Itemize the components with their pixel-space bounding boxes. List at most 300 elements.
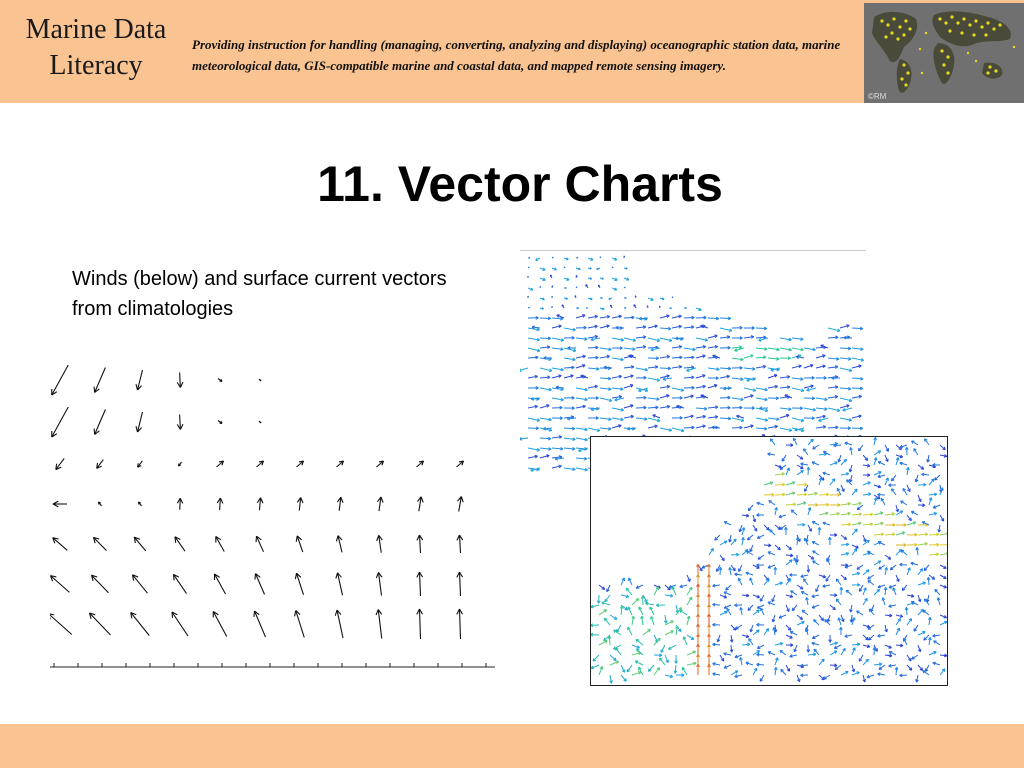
current-vector-arrow xyxy=(735,604,742,607)
current-vector-arrow xyxy=(735,348,744,351)
current-vector-arrow xyxy=(713,584,720,587)
current-vector-arrow xyxy=(914,449,918,455)
current-vector-arrow xyxy=(636,368,648,371)
current-vector-arrow xyxy=(556,386,564,389)
current-vector-arrow xyxy=(896,532,905,535)
current-vector-arrow xyxy=(540,437,551,440)
wind-vector-arrow xyxy=(376,572,382,595)
current-vector-arrow xyxy=(552,398,564,401)
current-vector-arrow xyxy=(528,405,538,408)
current-vector-arrow xyxy=(841,553,849,556)
current-vector-arrow xyxy=(576,257,578,258)
current-vector-arrow xyxy=(929,512,937,515)
current-vector-arrow xyxy=(575,296,576,298)
brand-line-2: Literacy xyxy=(49,50,143,81)
current-vector-arrow xyxy=(885,523,895,526)
current-vector-arrow xyxy=(940,615,947,618)
current-vector-arrow xyxy=(552,317,563,320)
wind-vector-arrow xyxy=(50,614,72,635)
current-vector-arrow xyxy=(868,580,874,585)
world-map-image xyxy=(864,3,1024,103)
current-vector-arrow xyxy=(687,575,690,582)
current-vector-arrow xyxy=(612,358,623,361)
current-vector-arrow xyxy=(828,357,839,360)
current-vector-arrow xyxy=(643,629,650,635)
current-vector-arrow xyxy=(900,674,907,677)
current-vector-arrow xyxy=(819,675,824,680)
current-vector-arrow xyxy=(528,356,538,359)
current-vector-arrow xyxy=(648,357,659,360)
current-vector-arrow xyxy=(676,626,679,635)
current-vector-arrow xyxy=(687,635,694,640)
current-vector-arrow xyxy=(816,376,826,379)
wind-vector-arrow xyxy=(216,537,225,552)
current-vector-arrow xyxy=(885,614,892,617)
current-vector-arrow xyxy=(807,388,816,391)
current-vector-arrow xyxy=(747,535,753,540)
current-vector-arrow xyxy=(632,599,639,605)
current-vector-arrow xyxy=(792,378,803,381)
current-vector-arrow xyxy=(742,528,745,535)
current-vector-arrow xyxy=(744,336,754,339)
gulf-current-plot xyxy=(591,437,947,685)
current-vector-arrow xyxy=(874,533,884,536)
current-vector-arrow xyxy=(576,457,587,460)
current-vector-arrow xyxy=(849,475,852,482)
current-vector-arrow xyxy=(828,426,838,429)
current-vector-arrow xyxy=(724,592,731,595)
current-vector-arrow xyxy=(889,585,896,588)
current-vector-arrow xyxy=(624,384,633,388)
current-vector-arrow xyxy=(564,358,575,361)
current-vector-arrow xyxy=(753,668,757,675)
current-vector-arrow xyxy=(696,345,706,348)
current-vector-arrow xyxy=(768,418,779,421)
current-vector-arrow xyxy=(808,439,813,445)
current-vector-arrow xyxy=(828,328,840,332)
current-vector-arrow xyxy=(697,575,700,585)
current-vector-arrow xyxy=(819,478,822,485)
current-vector-arrow xyxy=(816,415,826,418)
current-vector-arrow xyxy=(759,338,768,341)
current-vector-arrow xyxy=(841,473,849,476)
current-vector-arrow xyxy=(632,645,640,648)
current-vector-arrow xyxy=(739,565,742,572)
current-vector-arrow xyxy=(768,357,779,360)
current-vector-arrow xyxy=(775,642,783,645)
current-vector-arrow xyxy=(874,451,881,455)
current-vector-arrow xyxy=(874,561,881,565)
current-vector-arrow xyxy=(792,388,804,392)
current-vector-arrow xyxy=(852,358,864,361)
wind-vector-chart xyxy=(50,358,495,670)
current-vector-arrow xyxy=(723,387,732,390)
current-vector-arrow xyxy=(708,345,718,348)
current-vector-arrow xyxy=(708,335,717,338)
current-vector-arrow xyxy=(612,375,622,378)
current-vector-arrow xyxy=(885,555,891,559)
current-vector-arrow xyxy=(672,325,682,328)
current-vector-arrow xyxy=(564,278,569,280)
current-vector-arrow xyxy=(792,365,801,368)
current-vector-arrow xyxy=(780,348,792,351)
current-vector-arrow xyxy=(940,552,947,555)
current-vector-arrow xyxy=(772,615,775,622)
current-vector-arrow xyxy=(600,315,610,318)
current-vector-arrow xyxy=(907,619,912,625)
current-vector-arrow xyxy=(900,563,907,566)
current-vector-arrow xyxy=(562,305,564,308)
current-vector-arrow xyxy=(840,368,852,372)
current-vector-arrow xyxy=(576,468,588,471)
current-vector-arrow xyxy=(651,616,654,625)
current-vector-arrow xyxy=(576,268,580,270)
current-vector-arrow xyxy=(912,655,918,659)
current-vector-arrow xyxy=(814,620,819,625)
wind-vector-arrow xyxy=(259,379,261,381)
current-vector-arrow xyxy=(792,407,803,410)
current-vector-arrow xyxy=(552,306,553,308)
current-vector-arrow xyxy=(684,376,694,379)
current-vector-arrow xyxy=(863,474,870,477)
current-vector-arrow xyxy=(928,617,931,625)
current-vector-arrow xyxy=(764,579,769,585)
current-vector-arrow xyxy=(564,267,565,268)
current-vector-arrow xyxy=(905,447,908,455)
current-vector-arrow xyxy=(568,346,576,349)
current-vector-arrow xyxy=(918,533,928,536)
current-vector-arrow xyxy=(841,543,849,546)
current-vector-arrow xyxy=(727,608,731,615)
current-vector-arrow xyxy=(940,585,947,588)
current-vector-arrow xyxy=(838,455,841,462)
current-vector-arrow xyxy=(599,610,607,615)
current-vector-arrow xyxy=(636,640,643,645)
current-vector-arrow xyxy=(742,643,750,646)
current-vector-arrow xyxy=(528,448,540,451)
wind-vector-arrow xyxy=(257,461,264,467)
current-vector-arrow xyxy=(935,475,940,480)
current-vector-arrow xyxy=(841,485,844,492)
current-vector-arrow xyxy=(576,365,585,368)
current-vector-arrow xyxy=(841,459,846,465)
current-vector-arrow xyxy=(929,479,934,485)
current-vector-arrow xyxy=(775,473,785,476)
current-vector-arrow xyxy=(779,515,786,518)
current-vector-arrow xyxy=(672,315,681,318)
current-vector-arrow xyxy=(732,337,742,340)
wind-vector-arrow xyxy=(417,572,423,596)
current-vector-arrow xyxy=(636,336,646,339)
header-tagline: Providing instruction for handling (managing, converting, analyzing and displaying) oceanographic station data, marine meteorological data, GIS-compatible marine and coastal data, and mapped remote sensing imagery. xyxy=(192,37,841,73)
current-vector-arrow xyxy=(852,643,860,646)
current-vector-arrow xyxy=(564,258,568,260)
current-vector-arrow xyxy=(683,637,687,645)
current-vector-arrow xyxy=(726,585,731,590)
current-vector-arrow xyxy=(869,635,874,640)
current-vector-arrow xyxy=(878,461,885,465)
current-vector-arrow xyxy=(839,627,842,635)
map-logo-text: ©RM xyxy=(868,92,887,101)
current-vector-arrow xyxy=(552,417,563,420)
wind-vector-arrow xyxy=(175,537,185,551)
current-vector-arrow xyxy=(929,533,939,536)
current-vector-arrow xyxy=(790,655,797,658)
current-vector-arrow xyxy=(696,338,708,341)
current-vector-arrow xyxy=(757,663,764,666)
current-vector-arrow xyxy=(885,645,891,648)
current-vector-arrow xyxy=(660,658,665,665)
current-vector-arrow xyxy=(780,338,791,341)
current-vector-arrow xyxy=(918,483,926,486)
wind-vector-arrow xyxy=(417,497,423,512)
current-vector-arrow xyxy=(576,338,587,341)
current-vector-arrow xyxy=(828,386,838,389)
current-vector-arrow xyxy=(684,326,694,329)
current-vector-arrow xyxy=(697,564,700,575)
current-vector-arrow xyxy=(576,307,579,308)
current-vector-arrow xyxy=(791,591,797,595)
current-vector-arrow xyxy=(540,308,544,310)
current-vector-arrow xyxy=(841,535,847,539)
current-vector-arrow xyxy=(774,567,777,575)
current-vector-arrow xyxy=(684,395,693,398)
current-vector-arrow xyxy=(874,589,880,595)
current-vector-arrow xyxy=(648,298,653,301)
current-vector-arrow xyxy=(797,455,803,459)
current-vector-arrow xyxy=(852,377,863,380)
current-vector-arrow xyxy=(528,257,530,258)
current-vector-arrow xyxy=(780,376,790,379)
current-vector-arrow xyxy=(808,525,811,531)
current-vector-arrow xyxy=(648,665,654,671)
current-vector-arrow xyxy=(901,550,907,555)
current-vector-arrow xyxy=(732,366,742,369)
current-vector-arrow xyxy=(797,502,806,505)
wind-vector-arrow xyxy=(297,498,303,511)
current-vector-arrow xyxy=(665,655,668,663)
current-vector-arrow xyxy=(684,307,687,308)
current-vector-arrow xyxy=(878,475,885,478)
current-vector-arrow xyxy=(896,455,903,458)
current-vector-arrow xyxy=(636,346,646,349)
current-vector-arrow xyxy=(780,357,791,360)
current-vector-arrow xyxy=(940,515,944,521)
current-vector-arrow xyxy=(604,618,610,625)
current-vector-arrow xyxy=(598,285,600,288)
current-vector-arrow xyxy=(756,365,766,368)
current-vector-arrow xyxy=(771,439,775,445)
wind-vector-arrow xyxy=(335,610,343,638)
current-vector-arrow xyxy=(552,375,561,378)
current-vector-arrow xyxy=(823,585,830,588)
footer-bar xyxy=(0,724,1024,768)
current-vector-arrow xyxy=(720,417,731,420)
current-vector-arrow xyxy=(819,659,824,665)
current-vector-arrow xyxy=(863,598,867,605)
current-vector-arrow xyxy=(925,665,929,671)
current-vector-arrow xyxy=(863,659,868,665)
current-vector-arrow xyxy=(621,675,626,681)
current-vector-arrow xyxy=(768,602,775,605)
current-vector-arrow xyxy=(874,512,883,515)
current-vector-arrow xyxy=(907,533,917,536)
current-vector-arrow xyxy=(838,618,841,625)
current-vector-arrow xyxy=(790,631,797,635)
current-vector-arrow xyxy=(708,625,711,635)
current-vector-arrow xyxy=(929,543,939,546)
current-vector-arrow xyxy=(732,406,742,409)
current-vector-arrow xyxy=(918,569,923,575)
current-vector-arrow xyxy=(564,407,575,410)
current-vector-arrow xyxy=(807,565,810,572)
current-vector-arrow xyxy=(929,652,936,655)
current-vector-arrow xyxy=(857,505,863,510)
current-vector-arrow xyxy=(536,258,540,260)
current-vector-arrow xyxy=(868,575,874,579)
current-vector-arrow xyxy=(720,375,730,378)
current-vector-arrow xyxy=(852,583,860,586)
current-vector-arrow xyxy=(713,603,720,606)
wind-vector-arrow xyxy=(94,537,107,550)
current-vector-arrow xyxy=(760,595,764,601)
current-vector-arrow xyxy=(916,675,919,682)
current-vector-arrow xyxy=(816,408,827,411)
current-vector-arrow xyxy=(852,348,863,351)
current-vector-arrow xyxy=(818,527,821,535)
current-vector-arrow xyxy=(807,467,810,475)
current-vector-arrow xyxy=(696,316,706,319)
current-vector-arrow xyxy=(812,462,819,465)
current-vector-arrow xyxy=(624,256,625,258)
current-vector-arrow xyxy=(826,575,830,581)
current-vector-arrow xyxy=(607,585,610,592)
current-vector-arrow xyxy=(540,376,550,379)
current-vector-arrow xyxy=(774,667,777,675)
current-vector-arrow xyxy=(896,458,899,465)
current-vector-arrow xyxy=(624,287,625,288)
current-vector-arrow xyxy=(819,575,826,578)
current-vector-arrow xyxy=(586,307,588,308)
current-vector-arrow xyxy=(850,615,853,622)
current-vector-arrow xyxy=(901,501,907,505)
current-vector-arrow xyxy=(748,605,753,610)
current-vector-arrow xyxy=(696,385,706,388)
current-vector-arrow xyxy=(732,418,744,422)
current-vector-arrow xyxy=(564,366,574,369)
current-vector-arrow xyxy=(916,547,919,555)
current-vector-arrow xyxy=(756,623,764,626)
current-vector-arrow xyxy=(550,275,552,278)
current-vector-arrow xyxy=(709,548,713,555)
wind-vector-arrow xyxy=(52,407,69,437)
current-vector-arrow xyxy=(600,348,611,351)
current-vector-arrow xyxy=(852,513,862,516)
current-vector-arrow xyxy=(609,298,612,300)
current-vector-arrow xyxy=(852,572,860,575)
current-vector-arrow xyxy=(720,328,732,332)
current-vector-arrow xyxy=(801,463,808,466)
current-vector-arrow xyxy=(830,594,837,597)
current-vector-arrow xyxy=(588,298,592,300)
current-vector-arrow xyxy=(588,268,591,270)
current-vector-arrow xyxy=(552,406,562,409)
current-vector-arrow xyxy=(624,338,636,341)
current-vector-arrow xyxy=(905,607,908,615)
current-vector-arrow xyxy=(879,565,885,569)
current-vector-arrow xyxy=(684,386,694,389)
wind-vector-arrow xyxy=(297,461,304,467)
current-vector-arrow xyxy=(801,591,808,595)
current-vector-arrow xyxy=(591,633,599,636)
current-vector-arrow xyxy=(708,614,711,625)
current-vector-arrow xyxy=(528,338,540,341)
current-vector-arrow xyxy=(720,655,724,661)
current-vector-arrow xyxy=(600,308,604,310)
current-vector-arrow xyxy=(937,598,940,605)
current-vector-arrow xyxy=(654,638,660,645)
current-vector-arrow xyxy=(564,438,575,441)
current-vector-arrow xyxy=(925,439,929,445)
current-vector-arrow xyxy=(624,415,634,418)
current-vector-arrow xyxy=(757,535,764,538)
current-vector-arrow xyxy=(830,479,835,485)
current-vector-arrow xyxy=(830,513,840,516)
current-vector-arrow xyxy=(878,585,885,588)
current-vector-arrow xyxy=(804,364,813,368)
wind-vector-arrow xyxy=(377,535,383,552)
current-vector-arrow xyxy=(780,428,792,431)
current-vector-arrow xyxy=(660,385,670,388)
current-vector-arrow xyxy=(768,565,775,568)
current-vector-arrow xyxy=(830,651,837,655)
current-vector-arrow xyxy=(564,427,575,430)
current-vector-arrow xyxy=(772,595,775,602)
current-vector-arrow xyxy=(938,525,941,532)
current-vector-arrow xyxy=(552,436,562,439)
current-vector-arrow xyxy=(588,428,600,432)
current-vector-arrow xyxy=(816,585,819,592)
current-vector-arrow xyxy=(929,498,932,505)
current-vector-arrow xyxy=(753,525,757,531)
current-vector-arrow xyxy=(684,316,694,319)
current-vector-arrow xyxy=(610,661,619,665)
current-vector-arrow xyxy=(674,665,677,673)
current-vector-arrow xyxy=(786,644,793,647)
current-vector-arrow xyxy=(720,367,731,370)
current-vector-arrow xyxy=(863,482,870,485)
current-vector-arrow xyxy=(737,415,744,418)
current-vector-arrow xyxy=(610,675,613,683)
current-vector-arrow xyxy=(665,631,673,635)
current-vector-arrow xyxy=(684,426,694,429)
wind-vector-arrow xyxy=(254,611,266,637)
current-vector-arrow xyxy=(660,338,672,342)
current-vector-arrow xyxy=(634,305,636,308)
current-vector-arrow xyxy=(940,532,947,535)
wind-vector-arrow xyxy=(133,575,148,593)
current-vector-arrow xyxy=(750,625,753,632)
current-vector-arrow xyxy=(756,336,766,339)
current-vector-arrow xyxy=(696,425,705,428)
current-vector-arrow xyxy=(808,555,814,559)
current-vector-arrow xyxy=(664,615,667,623)
current-vector-arrow xyxy=(812,635,819,638)
current-vector-arrow xyxy=(804,397,815,400)
current-vector-arrow xyxy=(757,645,764,648)
current-vector-arrow xyxy=(775,525,781,529)
current-vector-arrow xyxy=(713,663,720,666)
